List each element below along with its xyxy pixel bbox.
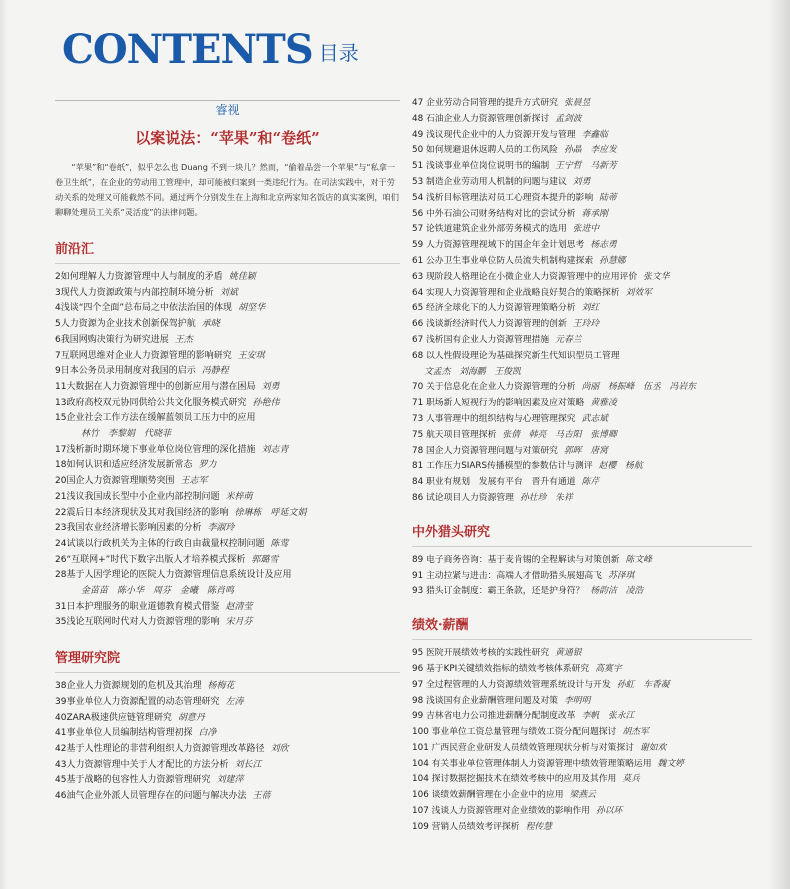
left-toc-lists (55, 238, 400, 805)
article-title: 人事管理中的组织结构与心理管理探究 (426, 413, 576, 424)
section-rule (55, 263, 400, 264)
page-number: 75 (412, 429, 426, 440)
article-author: 赵清莹 (225, 601, 253, 612)
article-author: 杨韵洁 凌浩 (590, 586, 644, 597)
page-number: 22 (55, 507, 67, 518)
article-title: 国企人力资源管理问题与对策研究 (426, 445, 558, 456)
page-number: 59 (412, 240, 426, 251)
right-toc-lists (412, 96, 752, 836)
article-title: 探讨数据挖掘技术在绩效考核中的应用及其作用 (431, 774, 617, 785)
article-author: 黄通银 (555, 648, 582, 659)
page-number: 56 (412, 208, 426, 219)
article-author: 张进中 (572, 224, 600, 235)
article-title: 以人性假设理论为基础探究新生代知识型员工管理 (426, 350, 620, 361)
article-author: 罗力 (198, 460, 217, 471)
article-title: 基于人性理论的非营利组织人力资源管理改革路径 (66, 743, 265, 754)
toc-entry[interactable] (55, 537, 400, 553)
toc-entry[interactable] (412, 584, 752, 600)
article-author: 姚佳颖 (228, 272, 256, 282)
toc-entry[interactable] (55, 742, 400, 758)
page-number: 101 (412, 742, 432, 753)
article-title: 医院开展绩效考核的实践性研究 (426, 648, 550, 659)
article-author: 米梓萌 (225, 491, 253, 502)
toc-entry[interactable] (412, 491, 752, 507)
article-title: 浅谈国有企业薪酬管理问题及对策 (426, 695, 558, 706)
toc-entry[interactable] (412, 143, 752, 159)
article-author: 李明明 (563, 695, 591, 706)
page-number: 70 (412, 382, 426, 393)
page-number: 39 (55, 696, 67, 707)
article-title: 广西民营企业研发人员绩效管理现状分析与对策探讨 (431, 742, 634, 753)
article-title: 震后日本经济现状及其对我国经济的影响 (66, 507, 229, 518)
article-title: 基于KPI关键绩效指标的绩效考核体系研究 (426, 663, 590, 674)
page-edge-left (0, 0, 8, 889)
article-title: 互联网思维对企业人力资源管理的影响研究 (60, 350, 232, 361)
toc-entry[interactable] (412, 678, 752, 694)
toc-entry[interactable] (412, 159, 752, 175)
article-author: 尚丽 杨振峰 伍丞 冯岩东 (581, 382, 696, 393)
article-title: 航天项目管理探析 (426, 429, 497, 440)
article-title: 谈绩效薪酬管理在小企业中的应用 (431, 790, 564, 801)
article-title: 油气企业外派人员管理存在的问题与解决办法 (66, 791, 247, 802)
section-rule (412, 546, 752, 547)
page-number: 96 (412, 663, 426, 674)
toc-entry[interactable] (412, 222, 752, 238)
feature-title: 以案说法：“苹果”和“卷纸” (135, 129, 320, 147)
article-title: 浅议现代企业中的人力资源开发与管理 (426, 129, 576, 140)
article-author: 孙虹 车香凝 (616, 679, 670, 690)
toc-entry[interactable] (55, 600, 400, 616)
toc-entry[interactable] (55, 773, 400, 789)
article-author: 梁燕云 (569, 790, 596, 801)
toc-entry[interactable] (412, 286, 752, 302)
article-author: 宋月芬 (225, 617, 253, 628)
section-rule (412, 639, 752, 640)
article-title: 事业单位人员编制结构管理初探 (66, 728, 193, 739)
toc-entry[interactable] (55, 317, 400, 333)
toc-entry[interactable] (412, 741, 752, 757)
section-rule (55, 672, 400, 673)
toc-entry[interactable] (55, 789, 400, 805)
article-title: 如何规避退休返聘人员的工伤风险 (426, 145, 558, 156)
article-author: 郭晖 唐窝 (563, 445, 608, 456)
article-title: 如何认识和适应经济发展新常态 (66, 460, 193, 471)
article-author: 王杰 (174, 334, 193, 345)
article-title: 浅析新时期环境下事业单位岗位管理的深化措施 (66, 444, 256, 455)
article-title: 关于信息化在企业人力资源管理的分析 (426, 382, 576, 393)
page-number: 93 (412, 586, 426, 597)
article-title: 职场新人短视行为的影响因素及应对策略 (426, 398, 585, 409)
article-author: 刘志青 (261, 444, 289, 455)
page-number: 28 (55, 570, 67, 581)
page-number: 13 (55, 397, 67, 408)
article-title: 基于战略的包容性人力资源管理研究 (66, 775, 211, 786)
page-number: 65 (412, 303, 426, 314)
page-number: 84 (412, 477, 426, 488)
contents-header (62, 22, 359, 72)
toc-entry[interactable] (412, 96, 752, 112)
page-number: 35 (55, 617, 67, 628)
article-author: 张晨昱 (563, 98, 591, 108)
article-title: 事业单位工资总量管理与绩效工资分配问题探讨 (431, 727, 617, 738)
article-title: 公办卫生事业单位防人员流失机制构建探索 (426, 255, 594, 266)
article-title: 人力资源管理视域下的国企年金计划思考 (426, 240, 585, 251)
article-author: 杨志勇 (590, 240, 617, 251)
article-author: 蒋承刚 (581, 208, 608, 219)
toc-entry[interactable] (412, 569, 752, 585)
toc-entry[interactable] (55, 521, 400, 537)
article-title: 我国网购决策行为研究进展 (60, 334, 169, 345)
article-title: 浅谈“四个全面”总布局之中依法治国的体现 (60, 303, 233, 314)
article-title: 试谈以行政机关为主体的行政自由裁量权控制问题 (66, 538, 265, 549)
page-number: 6 (55, 334, 61, 345)
page-number: 15 (55, 413, 67, 424)
article-title: 企业社会工作方法在缓解蓝领员工压力中的应用 (66, 413, 256, 424)
toc-entry[interactable] (412, 475, 752, 491)
toc-entry[interactable] (412, 191, 752, 207)
page-number: 100 (412, 727, 432, 738)
article-title: 试论项目人力资源管理 (426, 492, 514, 503)
article-title: 吉林省电力公司推进薪酬分配制度改革 (426, 711, 576, 722)
article-title: 企业劳动合同管理的提升方式研究 (426, 98, 558, 108)
article-author: 李淑玲 (207, 523, 235, 534)
article-title: 浅析目标管理法对员工心理资本提升的影响 (426, 192, 594, 203)
page-number: 11 (55, 381, 67, 392)
article-title: 浅谈人力资源管理对企业绩效的影响作用 (431, 806, 590, 817)
article-author: 刘斌 (219, 287, 238, 298)
article-title: 猎头订金制度：霸王条款，还是护身符？ (426, 586, 585, 597)
article-title: 浅论互联网时代对人力资源管理的影响 (66, 617, 220, 628)
article-author: 李帆 张永江 (581, 711, 635, 722)
article-title: 国企人力资源管理顺势突围 (66, 476, 175, 487)
page-number: 50 (412, 145, 426, 156)
toc-entry[interactable] (412, 349, 752, 365)
article-title: 浅析国有企业人力资源管理措施 (426, 334, 550, 345)
article-author: 胡杰军 (622, 727, 649, 738)
page-number: 91 (412, 570, 426, 581)
page-number: 109 (412, 821, 432, 832)
article-title: 职业有规划 发展有平台 晋升有通道 (426, 477, 576, 488)
toc-entry[interactable] (55, 679, 400, 695)
page-number: 78 (412, 445, 426, 456)
page-number: 54 (412, 192, 426, 203)
toc-entry[interactable] (412, 820, 752, 836)
article-title: 如何理解人力资源管理中人与制度的矛盾 (60, 272, 223, 282)
article-author: 刘建萍 (216, 775, 244, 786)
contents-title-cn: 目录 (318, 41, 359, 65)
article-title: 我国农业经济增长影响因素的分析 (66, 523, 202, 534)
article-title: 浅谈新经济时代人力资源管理的创新 (426, 319, 567, 330)
toc-entry[interactable] (412, 317, 752, 333)
article-author: 黄雅凌 (590, 398, 617, 409)
article-title: “互联网+”时代下数字出版人才培养模式探析 (66, 554, 246, 565)
toc-entry[interactable] (412, 365, 752, 381)
article-title: 日本公务员录用制度对我国的启示 (60, 366, 196, 377)
toc-entry[interactable] (55, 270, 400, 286)
section-heading: 前沿汇 (55, 242, 95, 257)
toc-entry[interactable] (55, 301, 400, 317)
toc-entry[interactable] (412, 175, 752, 191)
page-number: 71 (412, 398, 426, 409)
toc-entry[interactable] (412, 662, 752, 678)
page-number: 104 (412, 758, 432, 769)
toc-entry[interactable] (55, 349, 400, 365)
section-heading: 中外猎头研究 (412, 524, 491, 540)
article-title: 政府高校双元协同供给公共文化服务模式研究 (66, 397, 247, 408)
page-number: 2 (55, 272, 61, 282)
toc-entry[interactable] (55, 427, 400, 443)
article-author: 刘勇 (572, 176, 591, 187)
toc-entry[interactable] (55, 411, 400, 427)
article-author: 王玲玲 (572, 319, 600, 330)
page-number: 3 (55, 287, 61, 298)
page-number: 40 (55, 712, 67, 723)
toc-entry[interactable] (412, 804, 752, 820)
article-author: 张文华 (643, 271, 670, 282)
article-author: 陈文峰 (625, 554, 652, 565)
article-author: 胡坚华 (238, 303, 266, 314)
article-author: 王安琪 (237, 350, 265, 361)
toc-entry[interactable] (412, 459, 752, 475)
article-author: 莫兵 (622, 774, 640, 785)
article-title: 实现人力资源管理和企业战略良好契合的策略探析 (426, 287, 620, 298)
article-author: 徐琳栋 呼延文娟 (234, 507, 307, 518)
page-number: 43 (55, 759, 67, 770)
toc-entry[interactable] (55, 695, 400, 711)
toc-entry[interactable] (55, 458, 400, 474)
page-number: 53 (412, 176, 426, 187)
toc-entry[interactable] (412, 270, 752, 286)
page-number: 57 (412, 224, 426, 235)
toc-entry[interactable] (412, 254, 752, 270)
article-author: 孙壮珍 朱祥 (519, 492, 573, 503)
page-number: 47 (412, 98, 426, 108)
page-number: 17 (55, 444, 67, 455)
article-author: 苏泽琪 (607, 570, 635, 581)
article-title: 人力资源管理中关于人才配比的方法分析 (66, 759, 229, 770)
page-number: 98 (412, 695, 426, 706)
toc-entry[interactable] (55, 758, 400, 774)
toc-entry[interactable] (412, 553, 752, 569)
article-title: 企业人力资源规划的危机及其治理 (66, 681, 202, 692)
article-author: 刘长江 (234, 759, 262, 770)
article-title: 石油企业人力资源管理创新探讨 (426, 113, 550, 124)
page-number: 95 (412, 648, 426, 659)
toc-entry[interactable] (412, 112, 752, 128)
toc-entry[interactable] (55, 396, 400, 412)
toc-entry[interactable] (412, 333, 752, 349)
page-number: 21 (55, 491, 67, 502)
toc-entry[interactable] (55, 726, 400, 742)
page-number: 24 (55, 538, 67, 549)
article-author: 郭璐雪 (251, 554, 279, 565)
article-author: 孙艳伟 (252, 397, 280, 408)
article-author: 魏文婷 (657, 758, 684, 769)
article-author: 刘勇 (261, 381, 280, 392)
article-author: 张倩 韩亮 马吉阳 张博卿 (502, 429, 617, 440)
article-author: 文孟杰 刘海鹏 王俊凯 (424, 366, 521, 377)
toc-entry[interactable] (412, 646, 752, 662)
article-title: 人力资源为企业技术创新保驾护航 (60, 319, 196, 330)
page-number: 86 (412, 492, 426, 503)
page-number: 68 (412, 350, 426, 361)
article-author: 王宁哲 马新芳 (555, 161, 617, 172)
feature-section-label: 睿视 (55, 100, 400, 119)
article-author: 冯静程 (201, 366, 229, 377)
page-number: 26 (55, 554, 67, 565)
page-number: 48 (412, 113, 426, 124)
section-heading: 绩效·薪酬 (412, 618, 469, 634)
article-title: 事业单位人力资源配置的动态管理研究 (66, 696, 220, 707)
toc-entry[interactable] (55, 615, 400, 631)
left-column (55, 100, 400, 805)
page-number: 81 (412, 461, 426, 472)
article-author: 程传慧 (525, 821, 552, 832)
page-number: 7 (55, 350, 61, 361)
toc-entry[interactable] (412, 412, 752, 428)
page-number: 63 (412, 271, 426, 282)
page-number: 9 (55, 366, 61, 377)
article-author: 陆蒂 (599, 192, 617, 203)
page-number: 5 (55, 319, 61, 330)
toc-entry[interactable] (412, 207, 752, 223)
toc-entry[interactable] (55, 490, 400, 506)
toc-entry[interactable] (412, 428, 752, 444)
article-title: 浅议我国成长型中小企业内部控制问题 (66, 491, 220, 502)
page-number: 73 (412, 413, 426, 424)
article-author: 孙晶 李应发 (563, 145, 617, 156)
article-author: 刘效军 (625, 287, 652, 298)
article-author: 胡意丹 (177, 712, 205, 723)
article-author: 陈莺 (270, 538, 289, 549)
article-author: 白净 (198, 728, 217, 739)
page-number: 106 (412, 790, 432, 801)
toc-entry[interactable] (55, 584, 400, 600)
page-number: 99 (412, 711, 426, 722)
page-number: 67 (412, 334, 426, 345)
article-title: ZARA极速供应链管理研究 (66, 712, 172, 723)
page-number: 42 (55, 743, 67, 754)
toc-entry[interactable] (55, 568, 400, 584)
article-author: 王志军 (180, 476, 208, 487)
page-number: 64 (412, 287, 426, 298)
article-author: 武志斌 (581, 413, 608, 424)
article-author: 赵樱 杨航 (598, 461, 643, 472)
toc-entry[interactable] (55, 474, 400, 490)
toc-entry[interactable] (412, 725, 752, 741)
article-title: 日本护理服务的职业道德教育模式借鉴 (66, 601, 220, 612)
toc-entry[interactable] (55, 364, 400, 380)
article-title: 工作压力SIARS传播模型的参数估计与测评 (426, 461, 593, 472)
page-number: 45 (55, 775, 67, 786)
article-title: 浅谈事业单位岗位说明书的编制 (426, 161, 550, 172)
toc-entry[interactable] (412, 238, 752, 254)
page-number: 66 (412, 319, 426, 330)
article-title: 制造企业劳动用人机制的问题与建议 (426, 176, 567, 187)
article-title: 现阶段人格理论在小微企业人力资源管理中的应用评价 (426, 271, 638, 282)
page-number: 20 (55, 476, 67, 487)
article-author: 谢如欢 (639, 742, 667, 753)
article-title: 有关事业单位管理体制人力资源管理中绩效管理策略运用 (431, 758, 652, 769)
page-number: 89 (412, 554, 426, 565)
article-title: 大数据在人力资源管理中的创新应用与潜在困局 (66, 381, 256, 392)
toc-entry[interactable] (55, 711, 400, 727)
page-number: 41 (55, 728, 67, 739)
article-title: 现代人力资源政策与内部控制环境分析 (60, 287, 214, 298)
page-number: 61 (412, 255, 426, 266)
article-title: 电子商务咨询：基于麦肯锡的全程解读与对策创新 (426, 554, 620, 565)
toc-entry[interactable] (412, 396, 752, 412)
article-author: 李鑫临 (581, 129, 608, 140)
article-author: 元春兰 (555, 334, 582, 345)
section-heading: 管理研究院 (55, 651, 121, 667)
toc-entry[interactable] (55, 443, 400, 459)
toc-entry[interactable] (412, 709, 752, 725)
article-title: 营销人员绩效考评探析 (431, 821, 520, 832)
article-author: 刘欣 (270, 743, 289, 754)
article-title: 中外石油公司财务结构对比的尝试分析 (426, 208, 576, 219)
right-column (412, 96, 752, 836)
page-number: 18 (55, 460, 67, 471)
toc-entry[interactable] (55, 333, 400, 349)
article-author: 林竹 李黎娟 代晓菲 (81, 429, 172, 440)
article-title: 全过程管理的人力资源绩效管理系统设计与开发 (426, 679, 611, 690)
page-number: 51 (412, 161, 426, 172)
toc-entry[interactable] (412, 444, 752, 460)
toc-entry[interactable] (412, 128, 752, 144)
toc-entry[interactable] (412, 788, 752, 804)
article-author: 承晓 (201, 319, 220, 330)
page-number: 23 (55, 523, 67, 534)
article-title: 论铁道建筑企业外部劳务模式的选用 (426, 224, 567, 235)
article-title: 基于人因学理论的医院人力资源管理信息系统设计及应用 (66, 570, 292, 581)
contents-title: CONTENTS (62, 26, 313, 73)
article-author: 孙以环 (595, 806, 623, 817)
toc-entry[interactable] (412, 772, 752, 788)
article-author: 杨梅花 (207, 681, 235, 692)
article-title: 经济全球化下的人力资源管理策略分析 (426, 303, 576, 314)
article-author: 王蓓 (252, 791, 271, 802)
page-number: 46 (55, 791, 67, 802)
page-number: 107 (412, 806, 432, 817)
page-number: 31 (55, 601, 67, 612)
toc-entry[interactable] (412, 301, 752, 317)
feature-summary: “苹果”和“卷纸”，似乎怎么也 Duang 不到一块儿？然而，“偷着品尝一个苹果”与“私拿一卷卫生纸”，在企业的劳动用工管理中，却可能被归案到一类违纪行为。在司法实践中，对于劳动关系的处理又可能截然不同。通过两个分别发生在上海和北京两家知名饭店的真实案例，咱们聊聊处理员工关系“灵活度”的法律问题。 (55, 162, 399, 217)
page-number: 4 (55, 303, 61, 314)
page-number: 97 (412, 679, 426, 690)
toc-entry[interactable] (412, 694, 752, 710)
article-author: 陈芹 (581, 477, 600, 488)
article-title: 主动拉紧与进击：高端人才借助猎头展翅高飞 (426, 570, 602, 581)
article-author: 左涛 (225, 696, 244, 707)
toc-entry[interactable] (55, 506, 400, 522)
article-author: 孙慧娜 (599, 255, 626, 266)
page-number: 49 (412, 129, 426, 140)
toc-entry[interactable] (55, 553, 400, 569)
toc-entry[interactable] (412, 757, 752, 773)
page-edge-right (768, 0, 790, 889)
article-author: 孟剑波 (555, 113, 582, 124)
toc-entry[interactable] (412, 380, 752, 396)
toc-entry[interactable] (55, 286, 400, 302)
page-number: 104 (412, 774, 432, 785)
toc-entry[interactable] (55, 380, 400, 396)
page-number: 38 (55, 681, 67, 692)
article-author: 刘红 (581, 303, 600, 314)
article-author: 金苗苗 陈小华 周芬 金曦 陈肖鸣 (81, 586, 235, 597)
article-author: 高寞宇 (595, 663, 622, 674)
